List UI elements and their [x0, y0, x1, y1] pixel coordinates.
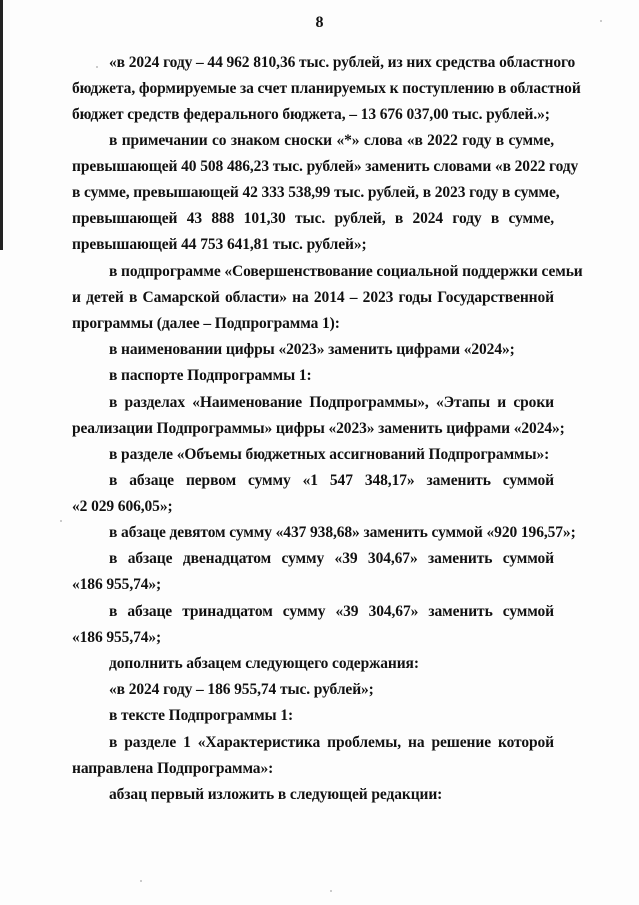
scan-speck: [600, 20, 602, 22]
text-line: реализации Подпрограммы» цифры «2023» заменить цифрами «2024»;: [72, 420, 565, 437]
text-line: дополнить абзацем следующего содержания:: [109, 655, 419, 672]
text-line: «2 029 606,05»;: [72, 498, 173, 515]
text-line: «в 2024 году – 186 955,74 тыс. рублей»;: [109, 681, 374, 698]
text-line: направлена Подпрограмма»:: [72, 760, 274, 777]
text-line: в абзаце первом сумму «1 547 348,17» заменить суммой: [109, 472, 554, 489]
scan-speck: [96, 66, 98, 68]
text-line: бюджет средств федерального бюджета, – 13 676 037,00 тыс. рублей.»;: [72, 106, 550, 123]
text-line: «186 955,74»;: [72, 576, 162, 593]
scan-speck: [60, 520, 62, 522]
text-line: в сумме, превышающей 42 333 538,99 тыс. рублей, в 2023 году в сумме,: [72, 184, 560, 201]
text-line: в подпрограмме «Совершенствование социальной поддержки семьи: [109, 263, 583, 280]
text-line: в примечании со знаком сноски «*» слова «в 2022 году в сумме,: [109, 132, 554, 149]
scan-speck: [140, 880, 142, 882]
text-line: в разделе «Объемы бюджетных ассигнований Подпрограммы»:: [109, 446, 550, 463]
text-line: в паспорте Подпрограммы 1:: [109, 367, 312, 384]
scan-speck: [330, 890, 332, 892]
page-number: 8: [315, 14, 324, 31]
text-line: бюджета, формируемые за счет планируемых к поступлению в областной: [72, 80, 581, 97]
text-line: в абзаце тринадцатом сумму «39 304,67» заменить суммой: [109, 603, 554, 620]
scan-edge-mark: [0, 0, 3, 250]
text-line: превышающей 43 888 101,30 тыс. рублей, в 2024 году в сумме,: [72, 210, 554, 227]
text-line: превышающей 44 753 641,81 тыс. рублей»;: [72, 236, 367, 253]
text-line: в разделе 1 «Характеристика проблемы, на решение которой: [109, 734, 554, 751]
text-line: в тексте Подпрограммы 1:: [109, 707, 294, 724]
text-line: абзац первый изложить в следующей редакции:: [109, 786, 443, 803]
text-line: в абзаце девятом сумму «437 938,68» заменить суммой «920 196,57»;: [109, 524, 576, 541]
text-line: в наименовании цифры «2023» заменить цифрами «2024»;: [109, 341, 515, 358]
text-line: «в 2024 году – 44 962 810,36 тыс. рублей, из них средства областного: [109, 54, 576, 71]
text-line: «186 955,74»;: [72, 629, 162, 646]
text-line: в абзаце двенадцатом сумму «39 304,67» заменить суммой: [109, 550, 554, 567]
text-line: превышающей 40 508 486,23 тыс. рублей» заменить словами «в 2022 году: [72, 158, 579, 175]
text-line: в разделах «Наименование Подпрограммы», «Этапы и сроки: [109, 394, 554, 411]
text-line: программы (далее – Подпрограмма 1):: [72, 315, 340, 332]
text-line: и детей в Самарской области» на 2014 – 2023 годы Государственной: [72, 289, 554, 306]
